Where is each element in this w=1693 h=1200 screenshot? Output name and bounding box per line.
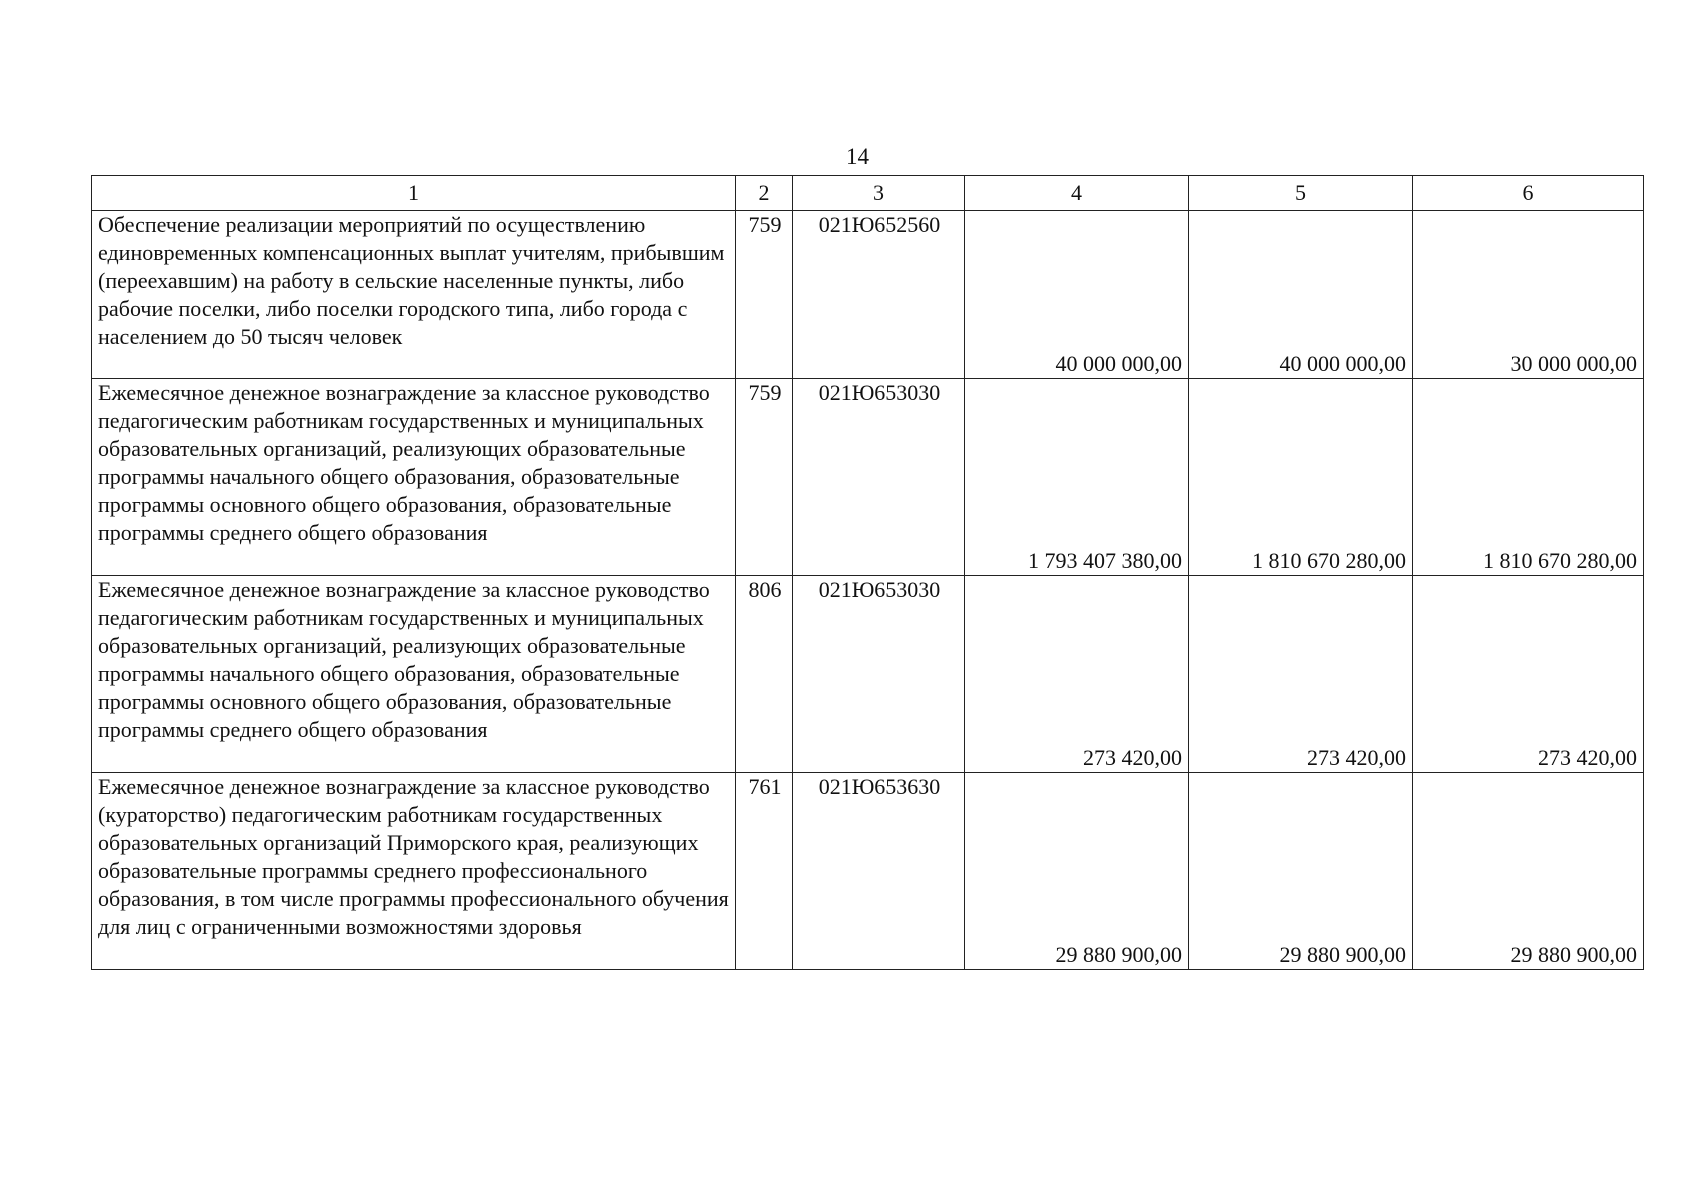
table-row: [92, 576, 1644, 773]
table-row: [92, 773, 1644, 970]
row-amount-6: 273 420,00: [1413, 576, 1644, 773]
header-cell: 3: [793, 176, 965, 211]
row-code-3: 021Ю652560: [793, 211, 965, 379]
row-description: Ежемесячное денежное вознаграждение за классное руководство педагогическим работникам государственных и муниципальных образовательных организаций, реализующих образовательные программы начального общего образования, образовательные программы основного общего образования, образовательные программы среднего общего образования: [92, 379, 736, 576]
row-amount-5: 40 000 000,00: [1189, 211, 1413, 379]
row-amount-6: 1 810 670 280,00: [1413, 379, 1644, 576]
row-description: Ежемесячное денежное вознаграждение за классное руководство педагогическим работникам государственных и муниципальных образовательных организаций, реализующих образовательные программы начального общего образования, образовательные программы основного общего образования, образовательные программы среднего общего образования: [92, 576, 736, 773]
header-cell: 1: [92, 176, 736, 211]
row-code-3: 021Ю653030: [793, 379, 965, 576]
header-cell: 6: [1413, 176, 1644, 211]
row-code-2: 759: [736, 379, 793, 576]
row-amount-4: 29 880 900,00: [965, 773, 1189, 970]
row-amount-5: 1 810 670 280,00: [1189, 379, 1413, 576]
row-amount-5: 273 420,00: [1189, 576, 1413, 773]
budget-table: [91, 175, 1644, 970]
row-code-3: 021Ю653630: [793, 773, 965, 970]
row-code-3: 021Ю653030: [793, 576, 965, 773]
header-cell: 5: [1189, 176, 1413, 211]
header-cell: 4: [965, 176, 1189, 211]
row-amount-6: 29 880 900,00: [1413, 773, 1644, 970]
table-row: [92, 211, 1644, 379]
row-description: Ежемесячное денежное вознаграждение за классное руководство (кураторство) педагогическим работникам государственных образовательных организаций Приморского края, реализующих образовательные программы среднего профессионального образования, в том числе программы профессионального обучения для лиц с ограниченными возможностями здоровья: [92, 773, 736, 970]
row-amount-4: 1 793 407 380,00: [965, 379, 1189, 576]
row-amount-4: 273 420,00: [965, 576, 1189, 773]
table-header-row: [92, 176, 1644, 211]
row-description: Обеспечение реализации мероприятий по осуществлению единовременных компенсационных выплат учителям, прибывшим (переехавшим) на работу в сельские населенные пункты, либо рабочие поселки, либо поселки городского типа, либо города с населением до 50 тысяч человек: [92, 211, 736, 379]
row-amount-4: 40 000 000,00: [965, 211, 1189, 379]
header-cell: 2: [736, 176, 793, 211]
row-code-2: 759: [736, 211, 793, 379]
row-code-2: 761: [736, 773, 793, 970]
table-row: [92, 379, 1644, 576]
row-amount-5: 29 880 900,00: [1189, 773, 1413, 970]
page-number: 14: [846, 144, 869, 169]
row-amount-6: 30 000 000,00: [1413, 211, 1644, 379]
row-code-2: 806: [736, 576, 793, 773]
